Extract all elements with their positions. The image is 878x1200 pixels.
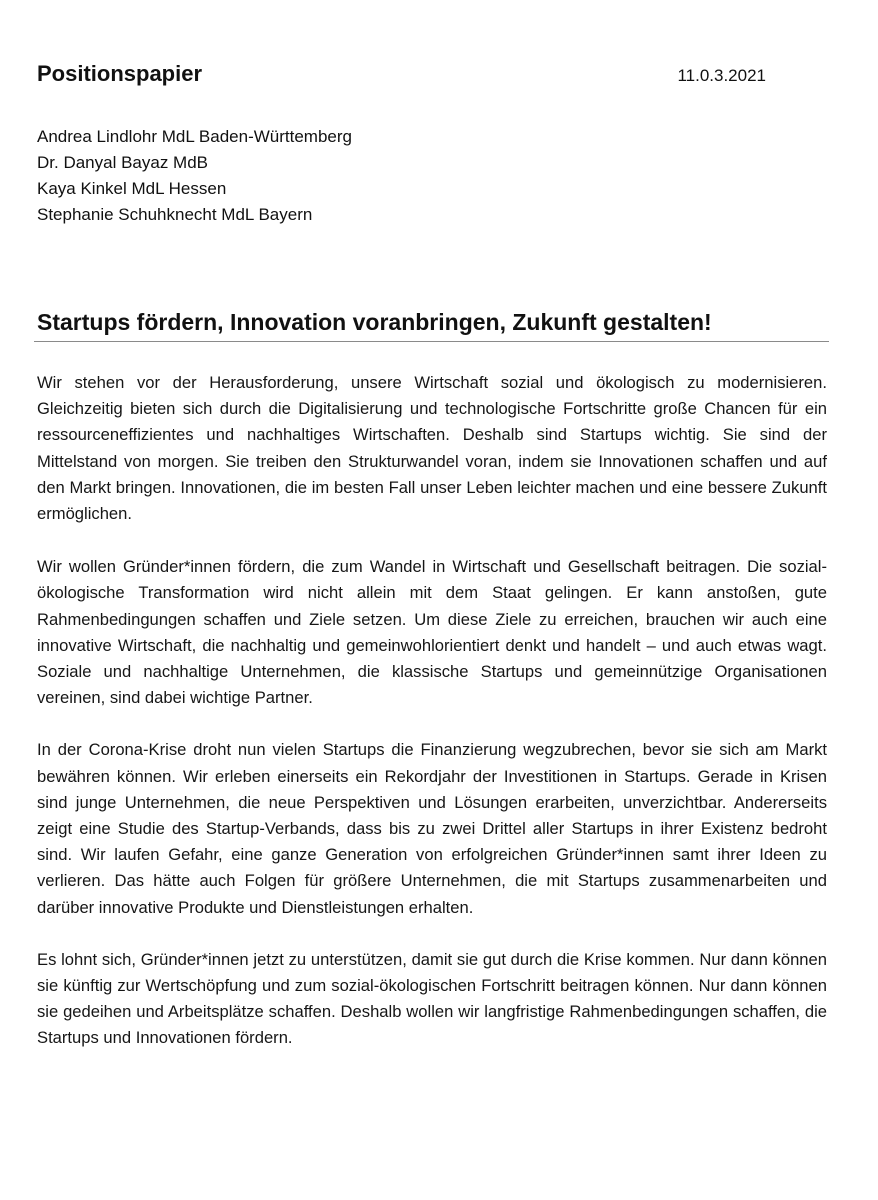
body-paragraph: Wir wollen Gründer*innen fördern, die zum Wandel in Wirtschaft und Gesellschaft beitragen. Die sozial-ökologische Transformation wird nicht allein mit dem Staat gelingen. Er kann anstoßen, gute Rahmenbedingungen schaffen und Ziele setzen. Um diese Ziele zu erreichen, brauchen wir auch eine innovative Wirtschaft, die nachhaltig und gemeinwohlorientiert denkt und handelt – und auch etwas wagt. Soziale und nachhaltige Unternehmen, die klassische Startups und gemeinnützige Organisationen vereinen, sind dabei wichtige Partner. <box>37 557 827 708</box>
title-divider <box>34 341 829 342</box>
document-header <box>37 60 772 92</box>
body-paragraph: Es lohnt sich, Gründer*innen jetzt zu unterstützen, damit sie gut durch die Krise kommen. Nur dann können sie künftig zur Wertschöpfung und zum sozial-ökologischen Fortschritt beitragen können. Nur dann können sie gedeihen und Arbeitsplätze schaffen. Deshalb wollen wir langfristige Rahmenbedingungen schaffen, die Startups und Innovationen fördern. <box>37 949 827 1048</box>
author-list <box>37 124 757 228</box>
body-paragraph: In der Corona-Krise droht nun vielen Startups die Finanzierung wegzubrechen, bevor sie sich am Markt bewähren können. Wir erleben einerseits ein Rekordjahr der Investitionen in Startups. Gerade in Krisen sind junge Unternehmen, die neue Perspektiven und Lösungen erarbeiten, unverzichtbar. Andererseits zeigt eine Studie des Startup-Verbands, dass bis zu zwei Drittel aller Startups in ihrer Existenz bedroht sind. Wir laufen Gefahr, eine ganze Generation von erfolgreichen Gründer*innen samt ihrer Ideen zu verlieren. Das hätte auch Folgen für größere Unternehmen, die mit Startups zusammenarbeiten und darüber innovative Produkte und Dienstleistungen erhalten. <box>37 740 827 917</box>
author-line: Dr. Danyal Bayaz MdB <box>37 153 209 172</box>
author-line: Kaya Kinkel MdL Hessen <box>37 179 227 198</box>
document-body <box>37 370 827 1078</box>
document-title: Startups fördern, Innovation voranbringen, Zukunft gestalten! <box>37 309 712 335</box>
document-date: 11.0.3.2021 <box>677 66 766 85</box>
author-line: Andrea Lindlohr MdL Baden-Württemberg <box>37 127 352 146</box>
document-type-label: Positionspapier <box>37 61 203 86</box>
author-line: Stephanie Schuhknecht MdL Bayern <box>37 205 313 224</box>
body-paragraph: Wir stehen vor der Herausforderung, unsere Wirtschaft sozial und ökologisch zu modernisieren. Gleichzeitig bieten sich durch die Digitalisierung und technologische Fortschritte große Chancen für ein ressourceneffizientes und nachhaltiges Wirtschaften. Deshalb sind Startups wichtig. Sie sind der Mittelstand von morgen. Sie treiben den Strukturwandel voran, indem sie Innovationen schaffen und auf den Markt bringen. Innovationen, die im besten Fall unser Leben leichter machen und eine bessere Zukunft ermöglichen. <box>37 373 827 524</box>
